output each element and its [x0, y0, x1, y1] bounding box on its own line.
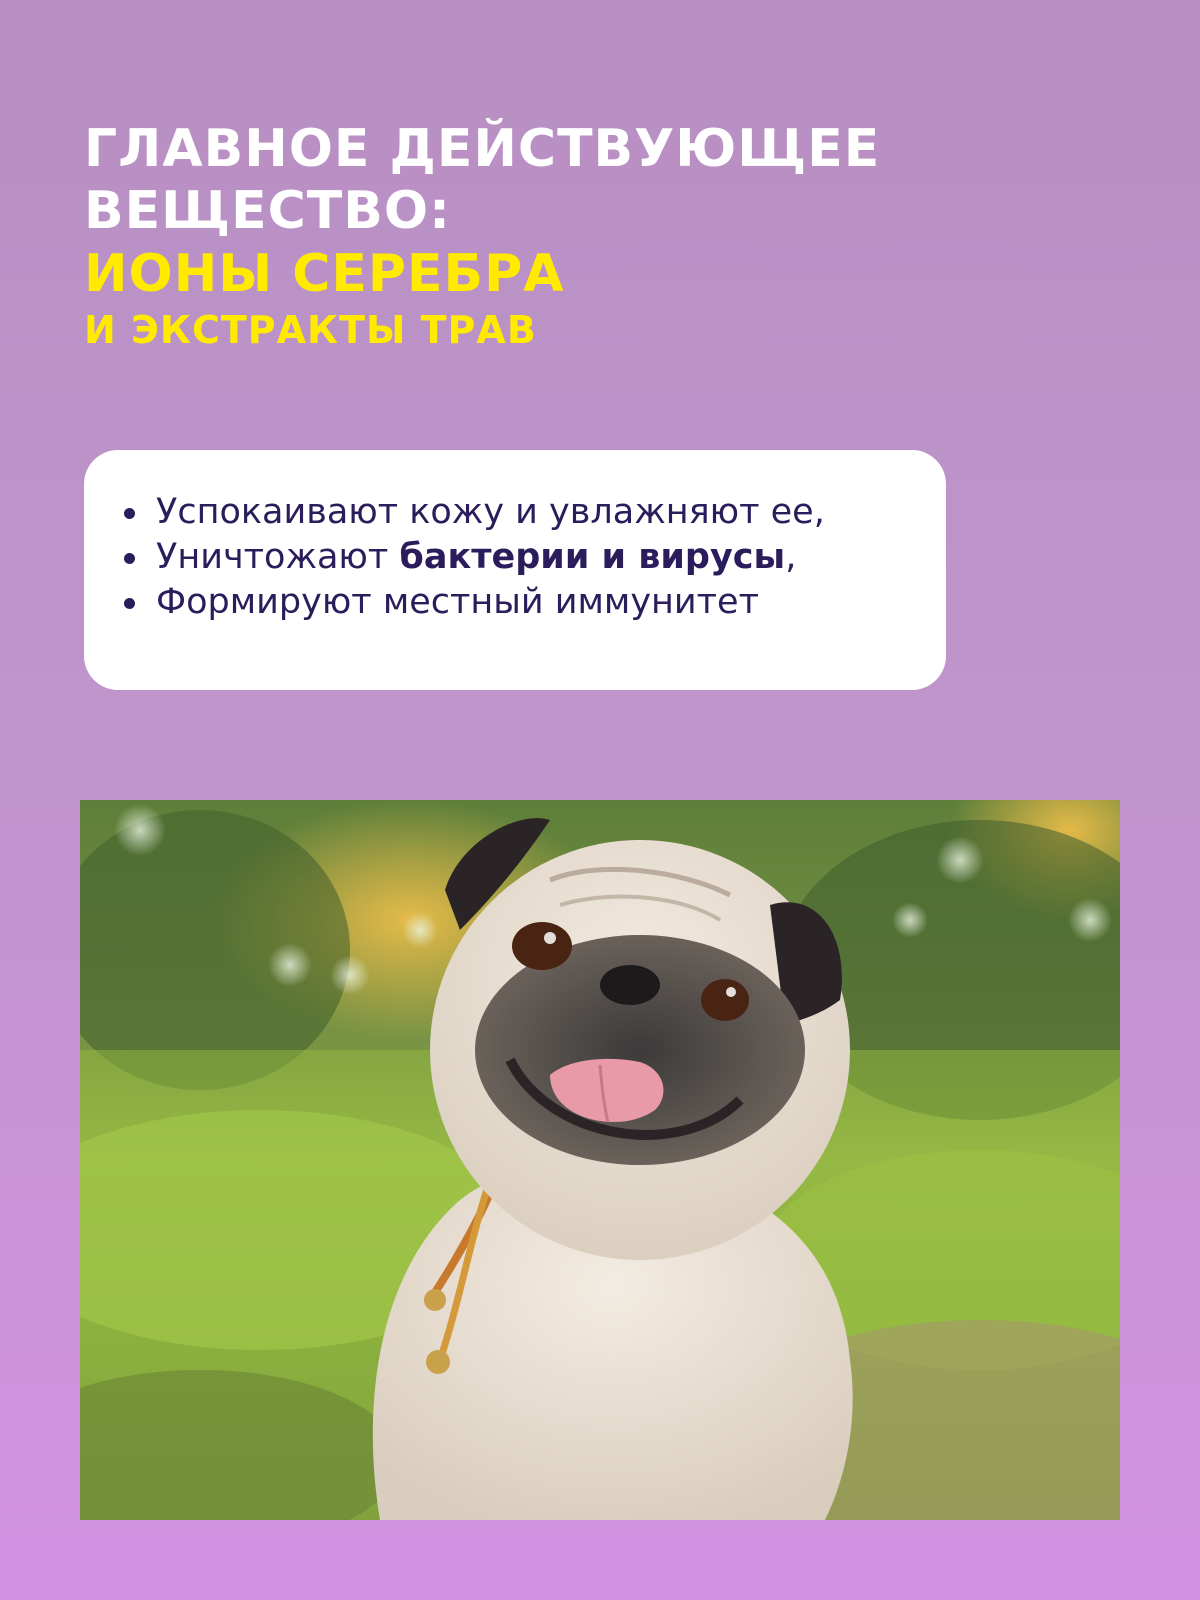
headline	[84, 118, 1084, 354]
headline-line-2: ВЕЩЕСТВО:	[84, 181, 451, 241]
benefit-item-2	[124, 535, 906, 580]
benefit-item-2-post: ,	[785, 537, 797, 577]
headline-line-1: ГЛАВНОЕ ДЕЙСТВУЮЩЕЕ	[84, 119, 881, 179]
benefit-item-2-pre: Уничтожают	[156, 537, 400, 577]
headline-highlight: ИОНЫ СЕРЕБРА	[84, 244, 565, 304]
pug-photo-illustration	[80, 800, 1120, 1520]
bullet-icon	[124, 598, 135, 609]
headline-subtitle: И ЭКСТРАКТЫ ТРАВ	[84, 308, 537, 352]
benefit-item-1-text: Успокаивают кожу и увлажняют ее,	[156, 492, 825, 532]
benefits-list	[124, 490, 906, 625]
benefit-item-3	[124, 580, 906, 625]
benefit-item-1	[124, 490, 906, 535]
bullet-icon	[124, 508, 135, 519]
benefit-item-2-bold: бактерии и вирусы	[399, 537, 786, 577]
bullet-icon	[124, 553, 135, 564]
benefit-item-3-text: Формируют местный иммунитет	[156, 582, 759, 622]
pug-photo	[80, 800, 1120, 1520]
benefits-card	[84, 450, 946, 690]
